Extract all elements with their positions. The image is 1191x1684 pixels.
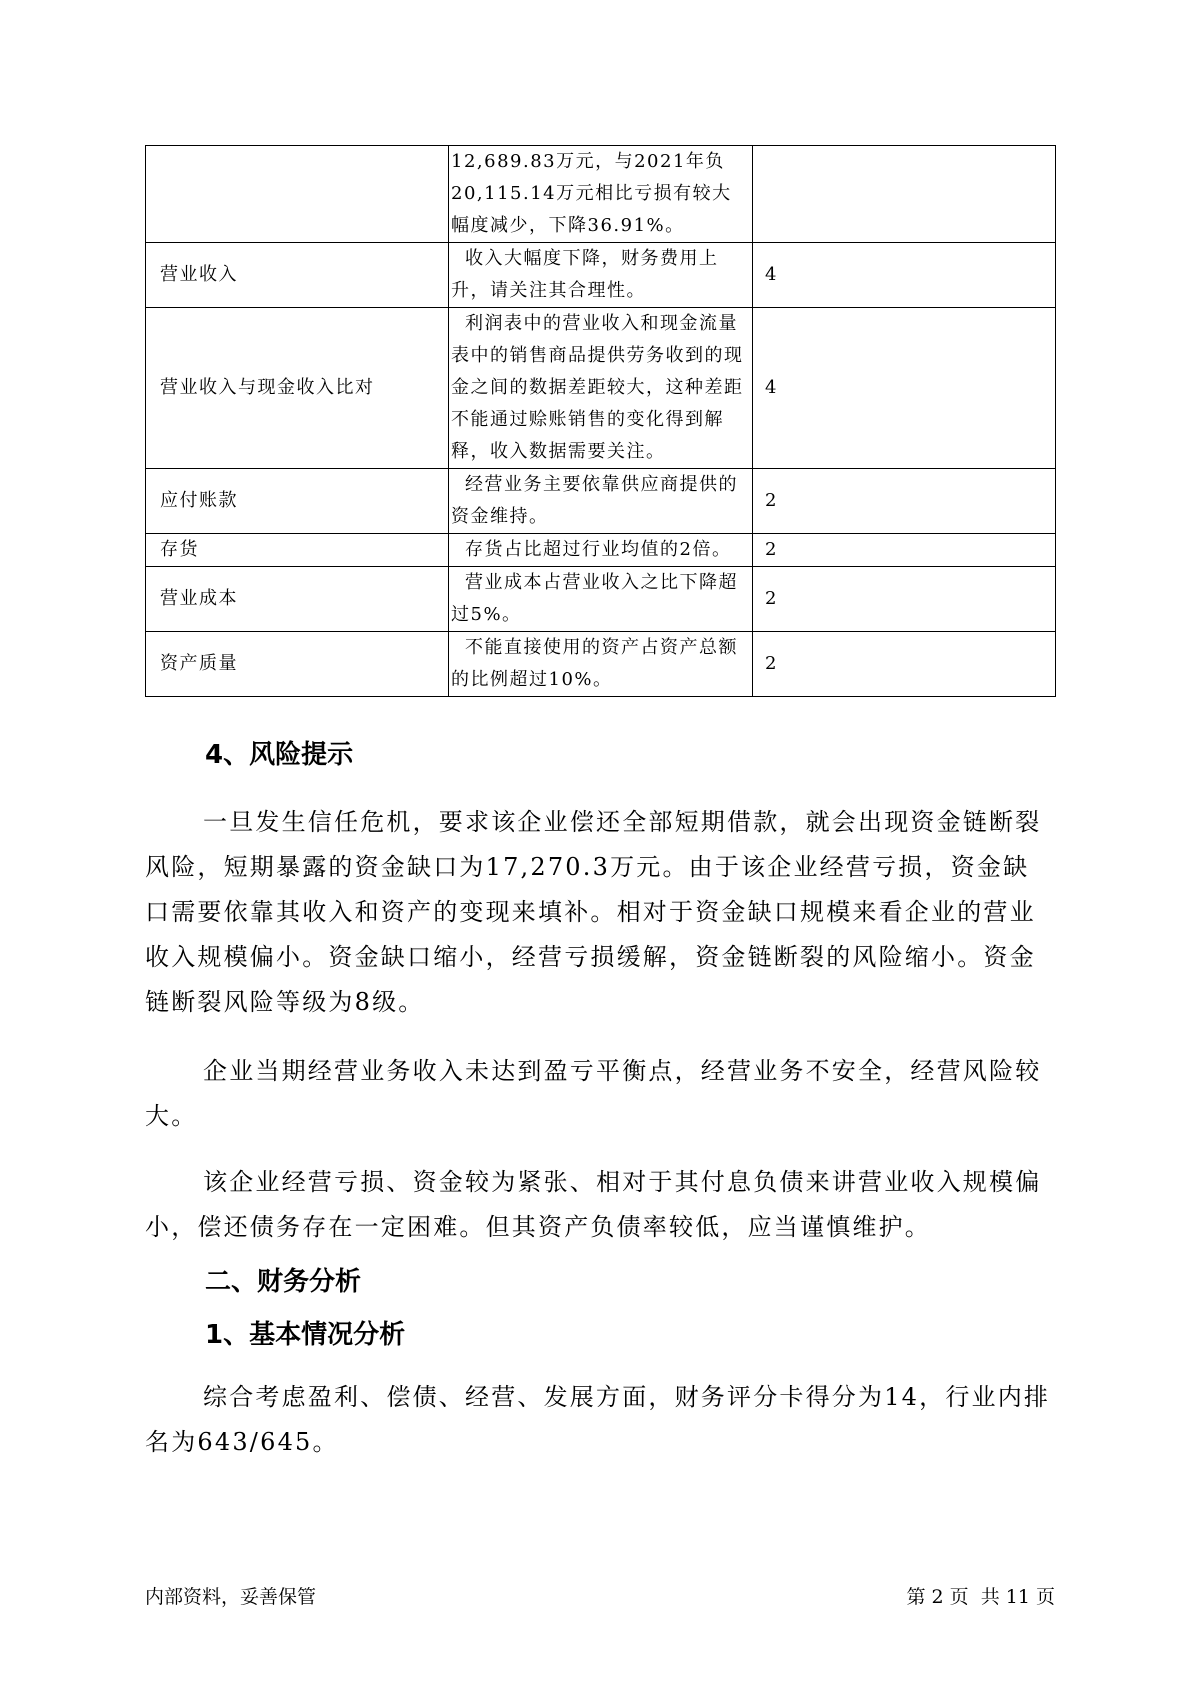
section-heading-risk: 4、风险提示 bbox=[205, 740, 354, 770]
indicator-name: 营业收入与现金收入比对 bbox=[146, 308, 449, 469]
indicator-name: 存货 bbox=[146, 534, 449, 567]
table-row bbox=[146, 146, 1056, 243]
indicator-name bbox=[146, 146, 449, 243]
indicator-score: 4 bbox=[753, 308, 1056, 469]
indicator-score: 4 bbox=[753, 243, 1056, 308]
indicator-description: 存货占比超过行业均值的2倍。 bbox=[449, 534, 753, 567]
indicator-name: 资产质量 bbox=[146, 632, 449, 697]
paragraph: 综合考虑盈利、偿债、经营、发展方面，财务评分卡得分为14，行业内排名为643/645。 bbox=[145, 1383, 1051, 1456]
table-row bbox=[146, 534, 1056, 567]
indicator-description: 12,689.83万元，与2021年负20,115.14万元相比亏损有较大幅度减少，下降36.91%。 bbox=[449, 146, 753, 243]
indicator-description: 营业成本占营业收入之比下降超过5%。 bbox=[449, 567, 753, 632]
indicator-description: 利润表中的营业收入和现金流量表中的销售商品提供劳务收到的现金之间的数据差距较大，这种差距不能通过赊账销售的变化得到解释，收入数据需要关注。 bbox=[449, 308, 753, 469]
indicator-name: 应付账款 bbox=[146, 469, 449, 534]
table-row bbox=[146, 308, 1056, 469]
indicator-name: 营业成本 bbox=[146, 567, 449, 632]
paragraph: 企业当期经营业务收入未达到盈亏平衡点，经营业务不安全，经营风险较大。 bbox=[145, 1057, 1042, 1130]
footer-confidential-note: 内部资料，妥善保管 bbox=[145, 1586, 317, 1608]
paragraph: 该企业经营亏损、资金较为紧张、相对于其付息负债来讲营业收入规模偏小，偿还债务存在一定困难。但其资产负债率较低，应当谨慎维护。 bbox=[145, 1168, 1042, 1241]
indicator-description: 收入大幅度下降，财务费用上升，请关注其合理性。 bbox=[449, 243, 753, 308]
indicator-description: 不能直接使用的资产占资产总额的比例超过10%。 bbox=[449, 632, 753, 697]
indicator-score: 2 bbox=[753, 632, 1056, 697]
section-heading-financial: 二、财务分析 bbox=[205, 1267, 362, 1297]
table-row bbox=[146, 632, 1056, 697]
indicator-score: 2 bbox=[753, 534, 1056, 567]
indicator-score: 2 bbox=[753, 469, 1056, 534]
risk-indicator-table bbox=[145, 145, 1056, 697]
table-row bbox=[146, 567, 1056, 632]
indicator-score bbox=[753, 146, 1056, 243]
table-row bbox=[146, 243, 1056, 308]
subsection-heading-basic: 1、基本情况分析 bbox=[205, 1320, 406, 1350]
indicator-score: 2 bbox=[753, 567, 1056, 632]
indicator-name: 营业收入 bbox=[146, 243, 449, 308]
footer-page-number: 第 2 页 共 11 页 bbox=[906, 1586, 1055, 1608]
indicator-description: 经营业务主要依靠供应商提供的资金维持。 bbox=[449, 469, 753, 534]
table-row bbox=[146, 469, 1056, 534]
paragraph: 一旦发生信任危机，要求该企业偿还全部短期借款，就会出现资金链断裂风险，短期暴露的资金缺口为17,270.3万元。由于该企业经营亏损，资金缺口需要依靠其收入和资产的变现来填补。相对于资金缺口规模来看企业的营业收入规模偏小。资金缺口缩小，经营亏损缓解，资金链断裂的风险缩小。资金链断裂风险等级为8级。 bbox=[145, 808, 1042, 1016]
